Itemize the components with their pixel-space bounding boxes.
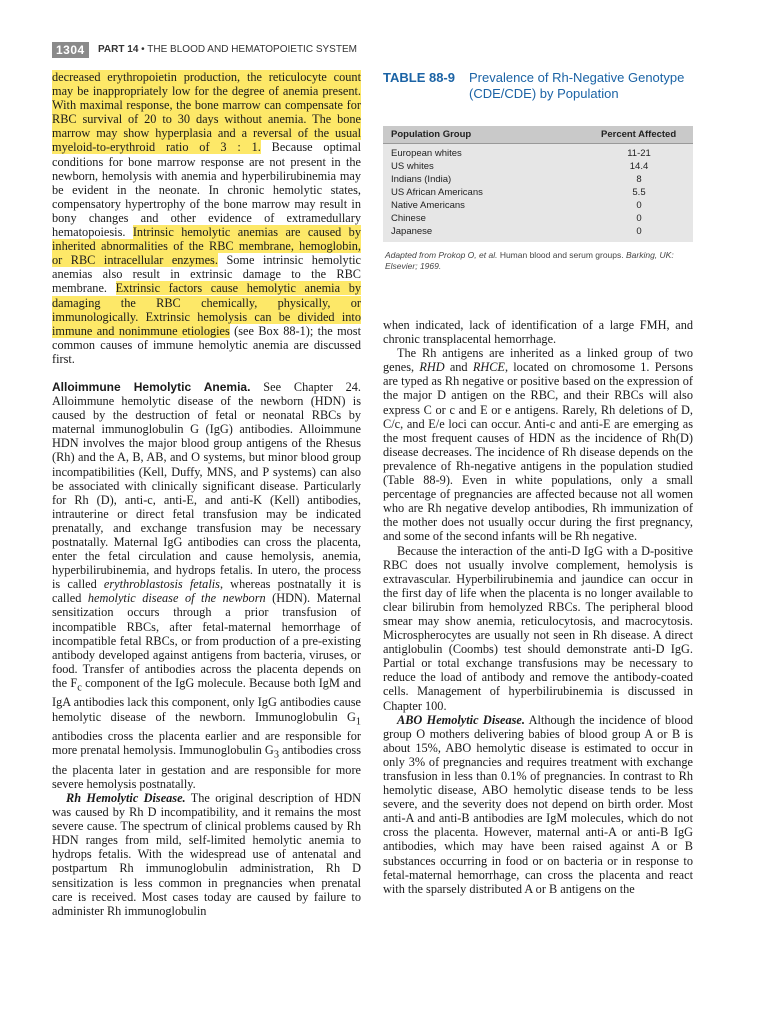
table-88-9 [383, 70, 693, 272]
cell-percent: 14.4 [629, 161, 649, 172]
text-run: antibodies cross the placenta earlier and are responsible for more prenatal hemolysis. Immunoglobulin G [52, 729, 361, 758]
table-row [383, 147, 693, 160]
header-separator: • [138, 44, 148, 55]
paragraph-rh-antigens [383, 346, 693, 543]
highlight-1: decreased erythropoietin production, the reticulocyte count may be inappropriately low for the degree of anemia present. With maximal response, the bone marrow can compensate for RBC survival of 20 to 30 days without anemia. The bone marrow may show hyperplasia and a reversal of the usual myeloid-to-erythroid ratio of 3 : 1. [52, 70, 361, 155]
table-row [383, 186, 693, 199]
page-number: 1304 [52, 42, 89, 58]
paragraph-abo [383, 713, 693, 896]
cell-group: Chinese [391, 213, 426, 224]
paragraph-continued: when indicated, lack of identification of a large FMH, and chronic transplacental hemorrhage. [383, 318, 693, 347]
gene-rhd: RHD [419, 360, 445, 375]
cell-percent: 0 [636, 200, 642, 211]
table-row [383, 173, 693, 186]
cell-percent: 8 [636, 174, 642, 185]
text-run: , whereas postnatally it is called [52, 577, 361, 606]
text-run: Because optimal conditions for bone marrow response are not present in the newborn, hemolysis with anemia and hyperbilirubinemia may be evident in the neonate. In chronic hemolytic states, compensatory hypertrophy of the bone marrow may result in bony changes and other evidence of extramedullary hematopoiesis. [52, 140, 361, 240]
highlight-2: Intrinsic hemolytic anemias are caused by inherited abnormalities of the RBC membrane, hemoglobin, or RBC intracellular enzymes. [52, 225, 361, 268]
col-header-percent: Percent Affected [601, 129, 677, 140]
cell-group: Native Americans [391, 200, 465, 211]
cell-percent: 0 [636, 226, 642, 237]
text-run: antibodies cross the placenta later in gestation and are responsible for more severe hemolysis postnatally. [52, 743, 362, 791]
text-run: (HDN). Maternal sensitization occurs through a prior transfusion of incompatible RBCs, after fetal-maternal hemorrhage of incompatible fetal RBCs, or from production of a pre-existing antibody developed against antigens from bacteria, viruses, or food. Transfer of antibodies across the placenta depends on the F [52, 591, 361, 690]
col-header-group: Population Group [391, 129, 472, 140]
table-caption [383, 70, 693, 122]
cell-percent: 5.5 [632, 187, 646, 198]
subscript: c [77, 682, 82, 694]
cell-group: US whites [391, 161, 434, 172]
table-row [383, 199, 693, 212]
table-row [383, 160, 693, 173]
text-run: See Chapter 24. Alloimmune hemolytic disease of the newborn (HDN) is caused by the destruction of fetal or neonatal RBCs by maternal immunoglobulin G (IgG) antibodies. Alloimmune HDN involves the major blood group antigens of the Rhesus (Rh) and the A, B, AB, and O systems, but minor blood group incompatibilities (Kell, Duffy, MNS, and P systems) can also be associated with clinically significant disease. Particularly for Rh (D), anti-c, anti-E, and anti-K (Kell) antibodies, intrauterine or direct fetal transfusion may be indicated prenatally, and exchange transfusion may be necessary postnatally. Maternal IgG antibodies can cross the placenta, enter the fetal circulation and cause hemolysis, anemia, hyperbilirubinemia, and hydrops fetalis. In utero, the process is called [52, 379, 361, 592]
cell-percent: 11-21 [627, 148, 651, 159]
table-row [383, 212, 693, 225]
cell-group: US African Americans [391, 187, 483, 198]
text-run: (see Box 88-1); the most common causes of immune hemolytic anemia are discussed first. [52, 323, 361, 366]
note-title: Human blood and serum groups. [499, 250, 624, 260]
heading-rh-disease: Rh Hemolytic Disease. [66, 790, 186, 805]
table-label: TABLE 88-9 [383, 70, 455, 85]
table-header-row [383, 126, 693, 144]
cell-group: Japanese [391, 226, 433, 237]
paragraph-rh-disease [52, 791, 361, 918]
table-row [383, 225, 693, 238]
part-label: PART 14 [98, 44, 139, 55]
left-column [52, 70, 361, 918]
text-run: The Rh antigens are inherited as a linked group of two genes, [383, 346, 693, 375]
table-title: Prevalence of Rh-Negative Genotype (CDE/CDE) by Population [469, 70, 685, 101]
section-title: THE BLOOD AND HEMATOPOIETIC SYSTEM [147, 44, 357, 55]
text-run: Some intrinsic hemolytic anemias also result in extrinsic damage to the RBC membrane. [52, 253, 361, 296]
paragraph-hemolysis-overview [52, 70, 361, 366]
term-hdn: hemolytic disease of the newborn [87, 591, 266, 606]
text-run: and [444, 360, 473, 375]
highlight-3: Extrinsic factors cause hemolytic anemia by damaging the RBC chemically, physically, or immunologically. Extrinsic hemolysis can be divided into immune and nonimmune etiologies [52, 281, 361, 338]
paragraph-anti-d: Because the interaction of the anti-D IgG with a D-positive RBC does not usually involve complement, hemolysis is extravascular. Hyperbilirubinemia and jaundice can occur in the first day of life when the placenta is no longer available to clear bilirubin from hemolyzed RBCs. The peripheral blood smear may show anemia, reticulocytosis, and macrocytosis. Microspherocytes are usually not seen in Rh disease. A direct antiglobulin (Coombs) test should demonstrate anti-D IgG. Partial or total exchange transfusions may be necessary to reduce the load of antibody and remove the antibody-coated cells. Management of hyperbilirubinemia is discussed in Chapter 100. [383, 543, 693, 713]
heading-abo: ABO Hemolytic Disease. [397, 712, 525, 727]
table-body [383, 144, 693, 242]
text-run: The original description of HDN was caused by Rh D incompatibility, and it remains the most severe cause. The spectrum of clinical problems caused by Rh HDN ranges from mild, self-limited hemolytic anemia to hydrops fetalis. With the widespread use of antenatal and postpartum Rh immunoglobulin administration, Rh D sensitization is less common in pregnancies when prenatal care is received. Most cases today are caused by failure to administer Rh immunoglobulin [52, 790, 361, 918]
cell-group: European whites [391, 148, 462, 159]
running-header [52, 42, 752, 58]
note-text: Barking, UK: Elsevier; 1969. [385, 250, 674, 271]
gene-rhce: RHCE [472, 360, 505, 375]
text-run: Although the incidence of blood group O mothers delivering babies of blood group A or B is about 15%, ABO hemolytic disease is estimated to occur in only 3% of pregnancies and requires treatment with exchange transfusion in less than 0.1% of pregnancies. In contrast to Rh hemolytic disease, ABO hemolytic disease tends to be less severe, and the severity does not depend on birth order. Most anti-A and anti-B antibodies are IgM molecules, which do not cross the placenta. However, maternal anti-A or anti-B IgG antibodies, which may have been raised against A or B substances occurring in food or on bacteria or in response to fetal-maternal hemorrhage, can cross the placenta and react with the sparsely distributed A or B antigens on the [383, 712, 693, 896]
right-column [383, 318, 693, 896]
cell-percent: 0 [636, 213, 642, 224]
subscript: 3 [273, 749, 279, 761]
heading-alloimmune: Alloimmune Hemolytic Anemia. [52, 379, 251, 394]
note-text: Adapted from Prokop O, et al. [385, 250, 500, 260]
term-erythroblastosis: erythroblastosis fetalis [103, 577, 220, 592]
subscript: 1 [355, 716, 361, 728]
running-title [98, 44, 357, 55]
text-run: component of the IgG molecule. Because both IgM and IgA antibodies lack this component, only IgG antibodies cause hemolytic disease of the newborn. Immunoglobulin G [52, 675, 362, 724]
paragraph-alloimmune [52, 380, 361, 791]
table-source-note [383, 250, 693, 272]
cell-group: Indians (India) [391, 174, 452, 185]
text-run: , located on chromosome 1. Persons are typed as Rh negative or positive based on the expression of the major D antigen on the RBC, and their RBCs will also express C or c and E or e antigens. Rarely, Rh deletions of D, C/c, and E/e loci can occur. Anti-c and anti-E are emerging as the most frequent causes of HDN as the incidence of Rh(D) disease decreases. The incidence of Rh disease depends on the prevalence of Rh-negative antigens in the population studied (Table 88-9). Even in white populations, only a small percentage of pregnancies are affected because not all women who are Rh negative develop antibodies, Rh immunization of the mother does not usually occur during the first pregnancy, and some of the second infants will be Rh negative. [383, 360, 693, 544]
table-grid [383, 126, 693, 242]
